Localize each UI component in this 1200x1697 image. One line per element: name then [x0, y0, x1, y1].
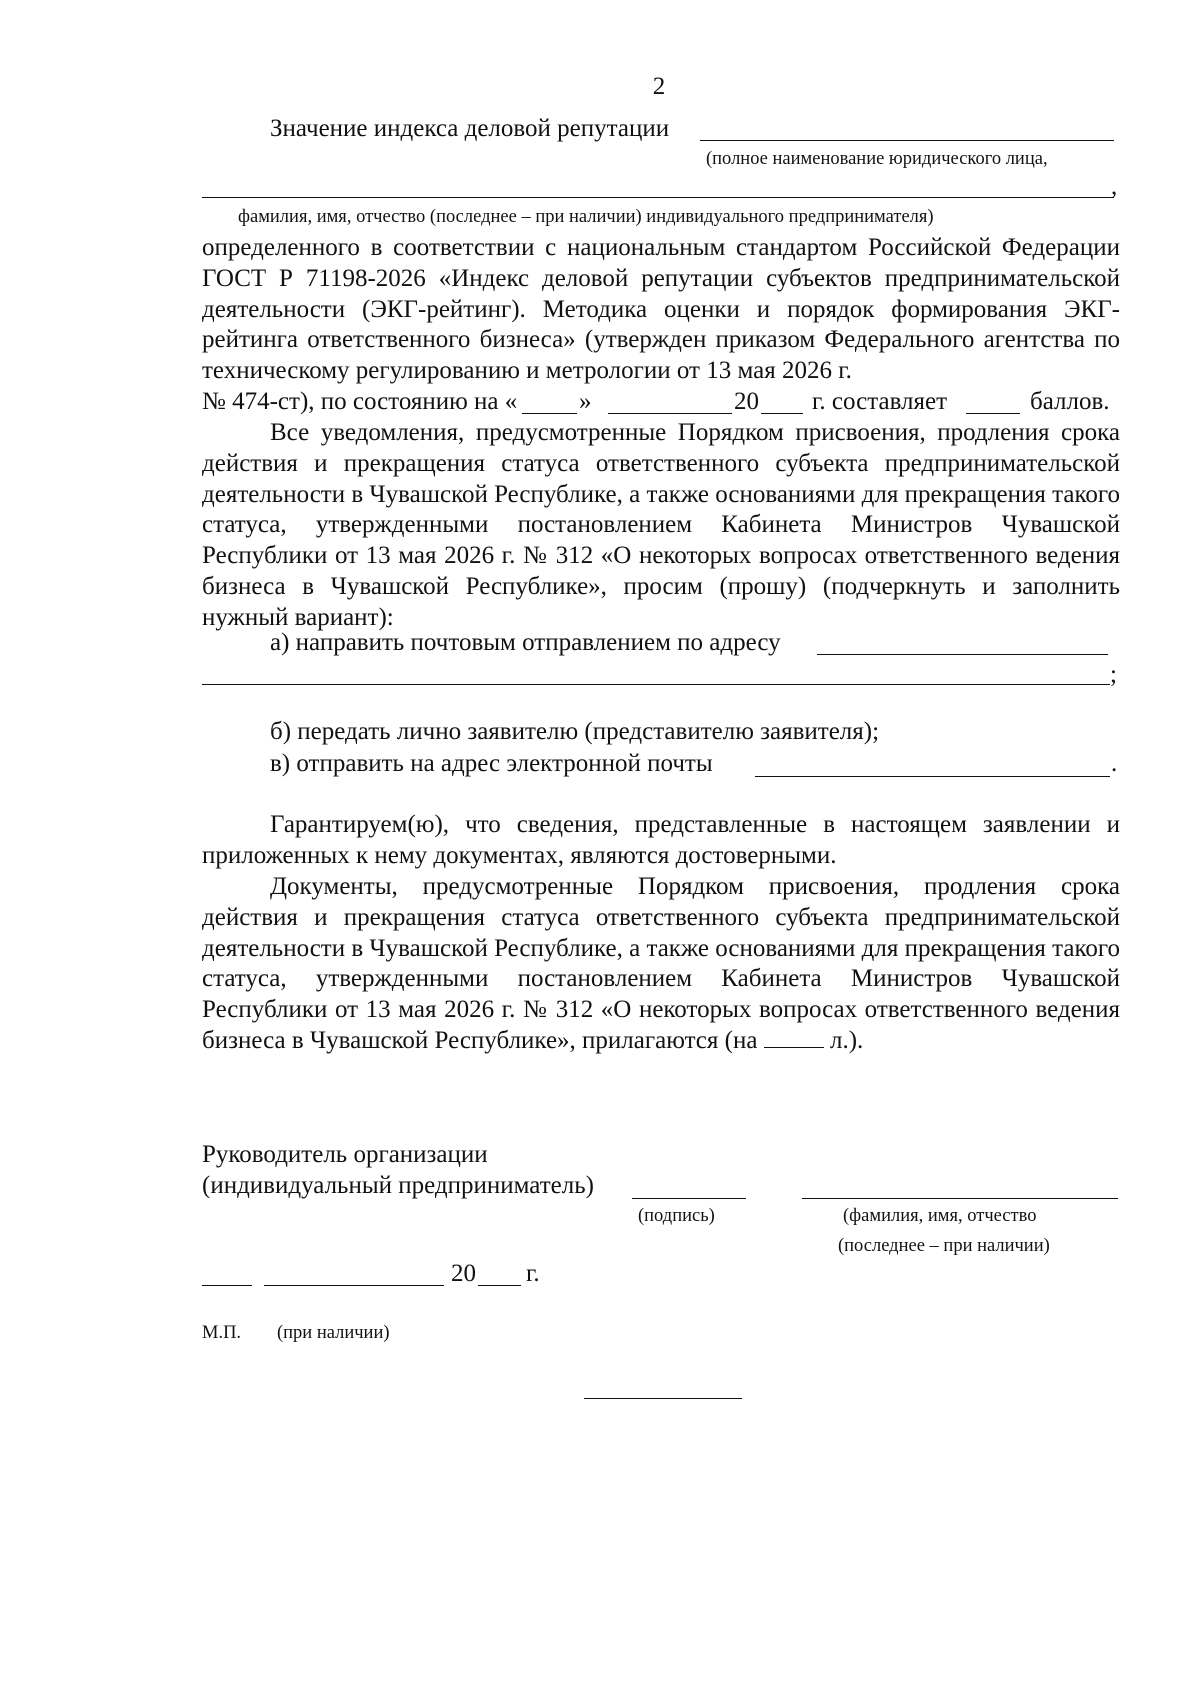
option-c-period: . [1111, 750, 1118, 777]
index-paragraph-block [202, 233, 1120, 387]
full-name-caption-1: (фамилия, имя, отчество [843, 1206, 1037, 1226]
signature-role-line-2: (индивидуальный предприниматель) [202, 1172, 594, 1199]
address-blank-1 [817, 654, 1108, 655]
day-blank [522, 413, 577, 414]
stamp-label: М.П. [202, 1323, 242, 1343]
name-caption-line-2: фамилия, имя, отчество (последнее – при наличии) индивидуального предпринимателя) [238, 207, 934, 227]
stamp-note: (при наличии) [277, 1323, 390, 1343]
year-blank [761, 413, 803, 414]
signature-role-line-1: Руководитель организации [202, 1141, 488, 1168]
closing-separator [584, 1398, 742, 1399]
sign-date-suffix: г. [526, 1260, 540, 1287]
score-blank [966, 413, 1020, 414]
guarantee-paragraph: Гарантируем(ю), что сведения, представленные в настоящем заявлении и приложенных к нему документах, являются достоверными. [202, 811, 1120, 869]
date-line-amount-label: г. составляет [812, 388, 948, 415]
email-blank [755, 776, 1110, 777]
option-a-label: а) направить почтовым отправлением по адресу [270, 629, 781, 656]
signature-caption: (подпись) [638, 1206, 715, 1226]
full-name-blank [802, 1198, 1118, 1199]
month-blank [608, 413, 732, 414]
name-caption-line-1: (полное наименование юридического лица, [706, 149, 1048, 169]
option-b-label: б) передать лично заявителю (представителю заявителя); [270, 718, 880, 745]
date-line-points: баллов. [1030, 388, 1110, 415]
date-line-quote: » [579, 388, 592, 415]
date-line-start: № 474-ст), по состоянию на « [202, 388, 518, 415]
notify-paragraph: Все уведомления, предусмотренные Порядком присвоения, продления срока действия и прекращения статуса ответственного субъекта предпринимательской деятельности в Чувашской Республике, а также основаниями для прекращения такого статуса, утвержденными постановлением Кабинета Министров Чувашской Республики от 13 мая 2026 г. № 312 «О некоторых вопросах ответственного ведения бизнеса в Чувашской Республике», просим (прошу) (подчеркнуть и заполнить нужный вариант): [202, 419, 1120, 631]
documents-paragraph-text: Документы, предусмотренные Порядком присвоения, продления срока действия и прекращения статуса ответственного субъекта предпринимательской деятельности в Чувашской Республике, а также основаниями для прекращения такого статуса, утвержденными постановлением Кабинета Министров Чувашской Республики от 13 мая 2026 г. № 312 «О некоторых вопросах ответственного ведения бизнеса в Чувашской Республике», прилагаются (на [202, 873, 1120, 1054]
notify-paragraph-block [202, 418, 1120, 634]
guarantee-paragraph-block [202, 810, 1120, 872]
full-name-caption-2: (последнее – при наличии) [838, 1236, 1050, 1256]
sign-day-blank [202, 1285, 252, 1286]
documents-paragraph-end: л.). [829, 1026, 864, 1054]
option-a-semicolon: ; [1110, 661, 1117, 688]
header-title: Значение индекса деловой репутации [270, 115, 670, 142]
index-paragraph: определенного в соответствии с национальным стандартом Российской Федерации ГОСТ Р 71198-2026 «Индекс деловой репутации субъектов предпринимательской деятельности (ЭКГ-рейтинг). Методика оценки и порядок формирования ЭКГ-рейтинга ответственного бизнеса» (утвержден приказом Федерального агентства по техническому регулированию и метрологии от 13 мая 2026 г. [202, 234, 1120, 385]
option-c-label: в) отправить на адрес электронной почты [270, 750, 713, 777]
sign-month-blank [264, 1285, 444, 1286]
name-blank-line-2 [202, 197, 1114, 198]
address-blank-2 [202, 684, 1110, 685]
sign-year-blank [478, 1285, 521, 1286]
name-comma: , [1111, 173, 1118, 200]
date-line-year: 20 [734, 388, 759, 415]
documents-paragraph-block [202, 872, 1120, 1057]
name-blank-line-1 [700, 140, 1114, 141]
sheets-blank [764, 1027, 824, 1048]
page-number: 2 [652, 73, 666, 100]
documents-paragraph [202, 872, 1120, 1057]
sign-date-year: 20 [451, 1260, 476, 1287]
signature-blank [632, 1198, 746, 1199]
